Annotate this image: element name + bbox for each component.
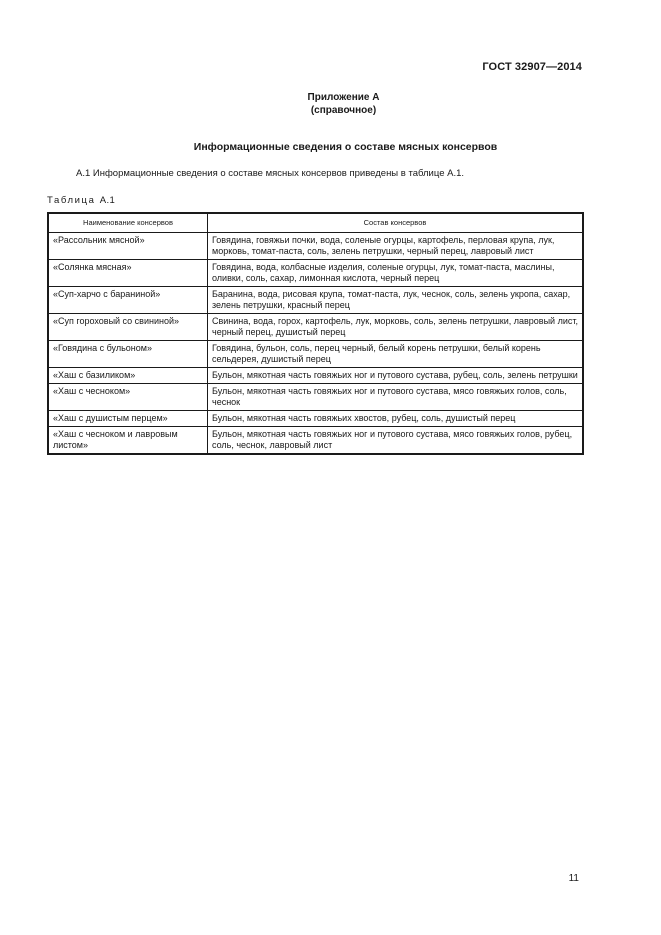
composition-cell: Бульон, мякотная часть говяжьих ног и путового сустава, рубец, соль, зелень петрушки [208, 368, 584, 384]
composition-table [47, 212, 584, 455]
product-name-cell: «Рассольник мясной» [48, 233, 208, 260]
composition-cell: Бульон, мякотная часть говяжьих хвостов, рубец, соль, душистый перец [208, 411, 584, 427]
page-number: 11 [568, 873, 579, 884]
product-name-cell: «Хаш с чесноком и лавровым листом» [48, 427, 208, 455]
product-name-cell: «Солянка мясная» [48, 260, 208, 287]
product-name-cell: «Суп-харчо с бараниной» [48, 287, 208, 314]
composition-cell: Бульон, мякотная часть говяжьих ног и путового сустава, мясо говяжьих голов, соль, чеснок [208, 384, 584, 411]
product-name-cell: «Хаш с душистым перцем» [48, 411, 208, 427]
table-row [48, 341, 583, 368]
composition-cell: Говядина, говяжьи почки, вода, соленые огурцы, картофель, перловая крупа, лук, морковь, томат-паста, соль, зелень петрушки, черный перец, лавровый лист [208, 233, 584, 260]
product-name-cell: «Хаш с базиликом» [48, 368, 208, 384]
composition-cell: Баранина, вода, рисовая крупа, томат-паста, лук, чеснок, соль, зелень укропа, сахар, зелень петрушки, красный перец [208, 287, 584, 314]
table-row [48, 260, 583, 287]
composition-cell: Бульон, мякотная часть говяжьих ног и путового сустава, мясо говяжьих голов, рубец, соль, чеснок, лавровый лист [208, 427, 584, 455]
product-name-cell: «Суп гороховый со свининой» [48, 314, 208, 341]
table-row [48, 287, 583, 314]
product-name-cell: «Хаш с чесноком» [48, 384, 208, 411]
header-product-name: Наименование консервов [48, 213, 208, 233]
composition-cell: Свинина, вода, горох, картофель, лук, морковь, соль, зелень петрушки, лавровый лист, черный перец, душистый перец [208, 314, 584, 341]
table-caption-number: А.1 [99, 195, 116, 206]
section-title-text: Информационные сведения о составе мясных консервов [193, 141, 498, 153]
document-code: ГОСТ 32907—2014 [482, 61, 582, 73]
table-caption [47, 195, 115, 206]
table-row [48, 411, 583, 427]
table-row [48, 314, 583, 341]
composition-cell: Говядина, вода, колбасные изделия, соленые огурцы, лук, томат-паста, маслины, оливки, соль, сахар, лимонная кислота, черный перец [208, 260, 584, 287]
appendix-heading [0, 91, 661, 117]
table-caption-word: Таблица [47, 195, 96, 206]
intro-paragraph: А.1 Информационные сведения о составе мясных консервов приведены в таблице А.1. [76, 168, 465, 179]
table-row [48, 368, 583, 384]
table-row [48, 233, 583, 260]
table-row [48, 384, 583, 411]
table-header-row [48, 213, 583, 233]
appendix-subtitle: (справочное) [310, 105, 377, 116]
product-name-cell: «Говядина с бульоном» [48, 341, 208, 368]
table-row [48, 427, 583, 455]
section-title [0, 141, 661, 153]
header-composition: Состав консервов [208, 213, 584, 233]
appendix-title: Приложение А [307, 92, 380, 103]
composition-cell: Говядина, бульон, соль, перец черный, белый корень петрушки, белый корень сельдерея, душистый перец [208, 341, 584, 368]
